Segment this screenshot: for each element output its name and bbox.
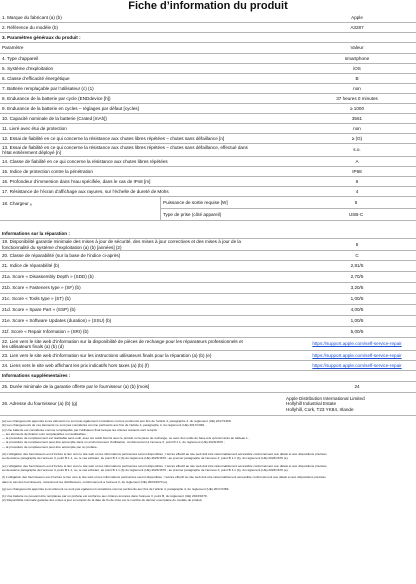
row-label: 17. Résistance de l’écran d’affichage aux rayures, sur l’échelle de dureté de Mohs <box>2 188 169 194</box>
footnote: — la procédure de remplacement peut être accomplie dans un environnement d’utilisation, conformément à l’annexe II, point B 1.1, du règlement (UE) 2023/1670 ; <box>2 440 225 445</box>
page-title: Fiche d’information du produit <box>128 0 288 12</box>
row-value: 2,70/5 <box>350 274 364 280</box>
row-value: non <box>353 85 361 91</box>
row-label: 18. Chargeur ₑ <box>2 201 32 206</box>
row-label: 12. Essai de fiabilité en ce qui concerne la résistance aux chutes libres répétées – chutes sans défaillance [n] <box>2 135 225 141</box>
table-row <box>0 327 416 338</box>
row-value: Apple <box>351 14 363 20</box>
row-label: 23. Lien vers le site web d’information sur les instructions utilisateurs finals pour la réparation (a) (b) (e) <box>2 352 212 358</box>
table-row <box>0 272 416 283</box>
footnote: (d) L’obligation des fournisseurs est d’inclure le lien vers le site web où les informations pertinentes seront disponibles ; l’accès effectif au site web doit être raisonnablement accessible conformément aux délais et aux dispositions précisés <box>2 452 327 457</box>
table-row <box>0 124 416 134</box>
row-label: 1. Marque du fabricant (a) (b) <box>2 14 62 20</box>
section-heading <box>0 229 416 239</box>
table-row <box>0 74 416 84</box>
footnote: (c) Une batterie est considérée comme remplaçable par l’utilisateur final lorsque les critères suivants sont remplis : <box>2 427 159 432</box>
charger-row <box>0 197 416 221</box>
footnote: (2) Disponibilité minimale garantie des mises à jour à compter de la date de fin de mise sur le marché du dernier exemplaire du modèle de produit. <box>2 498 203 503</box>
row-label: 2. Référence du modèle (b) <box>2 24 58 30</box>
row-value: 3561 <box>351 115 363 121</box>
row-value: smartphone <box>344 55 370 61</box>
row-label: 24. Liens vers le site web affichant les prix indicatifs hors taxes (a) (b) (f) <box>2 362 149 368</box>
row-value: USB-C <box>348 211 364 217</box>
table-row <box>0 316 416 327</box>
row-value: A <box>355 158 359 164</box>
row-label: 25. Durée minimale de la garantie offerte par le fournisseur (a) (b) [mois] <box>2 384 150 390</box>
table-row <box>0 167 416 177</box>
charger-label-cell <box>0 197 161 220</box>
table-row <box>0 239 416 251</box>
row-value: 5 <box>355 241 359 247</box>
table-row <box>0 134 416 144</box>
spacer <box>0 221 416 229</box>
row-label: Puissance de sortie requise [W] <box>163 200 228 205</box>
footnote: (a) Les changements apportés à ces éléments ne sont pas également considérés comme pertinents aux fins de l’article 4, paragraphe 4, du règlement (UE) 2017/1369. <box>2 419 232 423</box>
row-label: 15. Indice de protection contre la pénétration <box>2 168 93 174</box>
row-value: 4 <box>355 188 359 194</box>
row-label: 14. Classe de fiabilité en ce qui concerne la résistance aux chutes libres répétées <box>2 158 168 164</box>
row-label: 16. Profondeur d’immersion dans l’eau spécifiée, dans le cas de IPx8 [m] <box>2 178 151 184</box>
row-label: 8. Endurance de la batterie par cycle (ENDdevice [h]) <box>2 95 111 101</box>
table-row <box>0 361 416 371</box>
footnote: (b) Les changements de ces éléments ne sont pas considérés comme pertinents aux fins de l’article 4, paragraphe 4, du règlement (UE) 2017/1369. <box>2 423 205 428</box>
row-value: IP68 <box>352 168 362 174</box>
row-label: 6. Classe d’efficacité énergétique <box>2 75 70 81</box>
row-label: 13. Essai de fiabilité en ce qui concerne la résistance aux chutes libres répétées – chutes sans défaillance, effectué dans l’état entièrement déployé [n] <box>2 144 248 155</box>
row-link[interactable]: https://support.apple.com/self-service-repair <box>312 341 402 347</box>
row-value: non <box>353 125 361 131</box>
row-label: 20. Classe de réparabilité (sur la base de l’indice ci-après) <box>2 252 121 258</box>
table-row <box>0 251 416 261</box>
row-label: 19. Disponibilité garantie minimale des mises à jour de sécurité, des mises à jour correctives et des mises à jour de la fonctionnalité du système d’exploitation (a) (b) [années] (2) <box>2 239 241 250</box>
section-heading <box>0 33 416 43</box>
row-value: 3,20/5 <box>350 285 364 291</box>
table-row <box>0 13 416 23</box>
footnote: au deuxième paragraphe de l’annexe II, point B 1.1, ou, le cas échéant, au point B 1.1 (b) du règlement (UE) 2023/1670 ; au premier paragraphe de l’annexe II, point B 1.1 (b), du règlement (UE) 2023/1670 (e). <box>2 467 289 472</box>
table-row <box>0 54 416 64</box>
row-link[interactable]: https://support.apple.com/self-service-repair <box>312 362 402 368</box>
table-row <box>0 393 416 416</box>
table-row <box>0 187 416 197</box>
table-row <box>0 351 416 361</box>
row-value: Valeur <box>350 45 364 51</box>
table-row <box>0 294 416 305</box>
footnote: (g) Les changements apportés à cet élément ne sont pas également considérés comme pertinents aux fins de l’article 4, paragraphe 4, du règlement (UE) 2017/1369. <box>2 486 230 491</box>
footnotes <box>0 419 416 503</box>
row-value: ≥ (G) <box>351 135 363 141</box>
row-label: 5. Système d’exploitation <box>2 65 54 71</box>
footnote: — la procédure de remplacement peut être accomplie par un profane. <box>2 444 98 449</box>
row-value: 2,81/5 <box>350 263 364 269</box>
row-label: Informations supplémentaires : <box>2 373 71 379</box>
row-value: 37 heures 0 minutes <box>336 95 378 101</box>
row-label: 21. Indice de réparabilité (b) <box>2 263 60 269</box>
row-label: 21d. Score « Spare Part » (SSP) (b) <box>2 307 76 313</box>
footnote: dans le cas des fournisseurs, notamment les distributeurs, conformément à l’annexe II, du règlement (UE) 2023/1670 (e). <box>2 479 168 484</box>
row-label: 3. Paramètres généraux du produit : <box>2 34 81 40</box>
row-label: 11. Livré avec étui de protection <box>2 125 67 131</box>
table-row <box>0 144 416 157</box>
row-label: 7. Batterie remplaçable par l’utilisateur (c) (1) <box>2 85 94 91</box>
info-table <box>0 13 416 416</box>
footnote: au deuxième paragraphe de l’annexe II, point B 1.1, ou, le cas échéant, au point B 1.1 (b) du règlement (UE) 2023/1670 ; au premier paragraphe de l’annexe II, point B 1.1 (b), du règlement (UE) 2023/1670 (e). <box>2 456 289 461</box>
row-label: 26. Adresse du fournisseur (a) (b) (g) <box>2 401 78 407</box>
row-label: 21b. Score « Fasteners type » (SF) (b) <box>2 285 81 291</box>
row-value: 24 <box>354 384 360 390</box>
charger-plug-row <box>160 209 416 221</box>
row-value: 4,00/5 <box>350 307 364 313</box>
row-value: 6 <box>355 178 359 184</box>
row-value: iOS <box>353 65 361 71</box>
row-value: A3287 <box>350 24 364 30</box>
table-row <box>0 114 416 124</box>
footnote: — la procédure de remplacement est réalisable sans outil, avec les outils fournis avec le produit ou la pièce de rechange, ou avec des outils de base tels qu’énumérés au tableau 1 ; <box>2 436 250 441</box>
table-row <box>0 177 416 187</box>
table-row <box>0 157 416 167</box>
charger-power-row <box>160 197 416 209</box>
row-value: ≥ 1000 <box>349 105 365 111</box>
row-label: Paramètre <box>2 45 24 51</box>
row-label: Type de prise (côté appareil) <box>163 211 222 217</box>
row-label: 22. Lien vers le site web d’information sur la disponibilité de pièces de rechange pour les réparateurs professionnels et les utilisateurs finals (a) (b) (d) <box>2 338 243 349</box>
row-label: 10. Capacité nominale de la batterie (Crated [mAh]) <box>2 115 107 121</box>
table-row <box>0 84 416 94</box>
row-label: Informations sur la réparation : <box>2 230 70 236</box>
row-label: 21c. Score « Tools type » (ST) (b) <box>2 296 71 302</box>
footnote: (1) Une batterie ne pouvant être remplacée par un profane est conforme aux critères énoncés dans l’annexe II, point B, du règlement (UE) 2023/1670. <box>2 494 208 499</box>
table-row <box>0 338 416 351</box>
table-row <box>0 382 416 393</box>
table-row <box>0 104 416 114</box>
row-value: s.o. <box>353 147 361 153</box>
footnote: (f) L’obligation des fournisseurs est d’inclure le lien vers le site web où les informations pertinentes seront disponibles ; l’accès effectif au site web doit être raisonnablement accessible conformément aux délais et aux dispositions précisés <box>2 475 326 480</box>
table-row <box>0 23 416 33</box>
row-value: 5 <box>354 200 358 205</box>
footnote: — les éléments de fixation sont remplaçables ou réutilisables ; <box>2 431 88 436</box>
row-value: 5,00/5 <box>350 329 364 335</box>
table-row <box>0 261 416 272</box>
table-row <box>0 94 416 104</box>
table-row <box>0 305 416 316</box>
table-row <box>0 283 416 294</box>
row-value: Apple Distribution International Limited Hollyhill Industrial Estate Hollyhill, Cork, T23 YK84, Irlande <box>286 395 365 412</box>
row-value: B <box>355 75 359 81</box>
row-link[interactable]: https://support.apple.com/self-service-repair <box>312 352 402 358</box>
row-value: 1,00/5 <box>350 296 364 302</box>
row-value: C <box>355 252 359 258</box>
table-header <box>0 43 416 54</box>
row-label: 21e. Score « Software Updates (duration) » (SSU) (b) <box>2 318 112 324</box>
row-label: 9. Endurance de la batterie en cycles – réglages par défaut [cycles] <box>2 105 139 111</box>
row-label: 21a. Score « Disassembly Depth » (SDD) (b) <box>2 274 94 280</box>
row-label: 4. Type d’appareil <box>2 55 39 61</box>
section-heading <box>0 371 416 382</box>
row-value: 1,00/5 <box>350 318 364 324</box>
row-label: 21f. Score « Repair Information » (SRI) (b) <box>2 329 89 335</box>
footnote: (e) L’obligation des fournisseurs est d’inclure le lien vers le site web où les informations pertinentes seront disponibles ; l’accès effectif au site web doit être raisonnablement accessible conformément aux délais et aux dispositions précisés <box>2 463 327 468</box>
table-row <box>0 64 416 74</box>
